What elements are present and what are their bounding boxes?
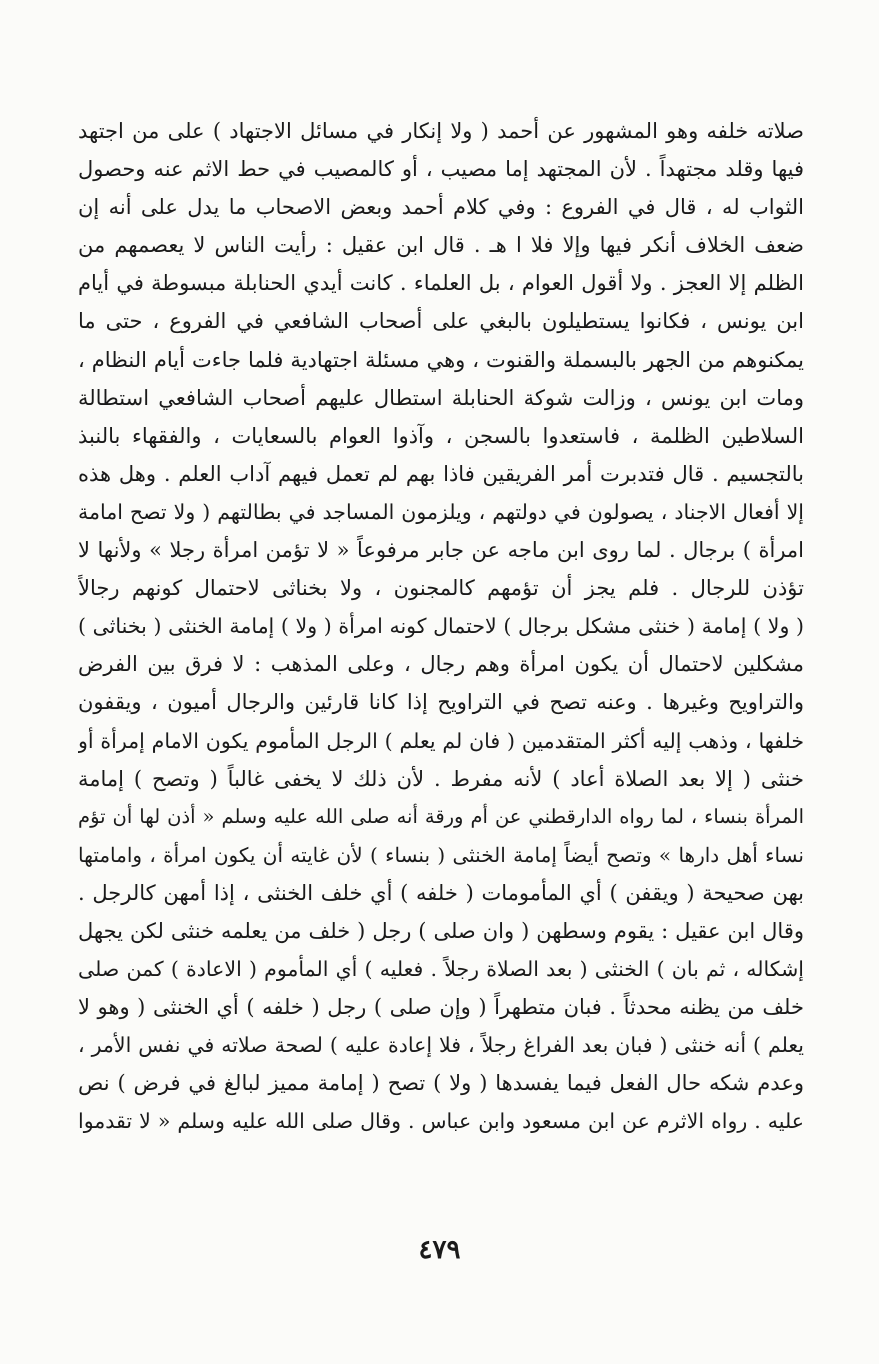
text-line: السلاطين الظلمة ، فاستعدوا بالسجن ، وآذوا العوام بالسعايات ، والفقهاء بالنبذ xyxy=(78,423,804,448)
text-line: ومات ابن يونس ، وزالت شوكة الحنابلة استطال عليهم أصحاب الشافعي استطالة xyxy=(78,385,804,410)
text-line: إشكاله ، ثم بان ) الخنثى ( بعد الصلاة رجلاً . فعليه ) أي المأموم ( الاعادة ) كمن صلى xyxy=(78,957,804,982)
text-line: خلفها ، وذهب إليه أكثر المتقدمين ( فان لم يعلم ) الرجل المأموم يكون الامام إمرأة أو xyxy=(78,728,804,753)
text-line: وقال ابن عقيل : يقوم وسطهن ( وان صلى ) رجل ( خلف من يعلمه خنثى لكن يجهل xyxy=(78,918,804,943)
text-line: نساء أهل دارها » وتصح أيضاً إمامة الخنثى ( بنساء ) لأن غايته أن يكون امرأة ، وامامتها xyxy=(78,842,804,867)
page-number: ٤٧٩ xyxy=(418,1235,461,1265)
text-line: الظلم إلا العجز . ولا أقول العوام ، بل العلماء . كانت أيدي الحنابلة مبسوطة في أيام xyxy=(78,271,804,296)
text-line: يعلم ) أنه خنثى ( فبان بعد الفراغ رجلاً ، فلا إعادة عليه ) لصحة صلاته في نفس الأمر ، xyxy=(78,1033,804,1058)
text-line: عليه . رواه الاثرم عن ابن مسعود وابن عباس . وقال صلى الله عليه وسلم « لا تقدموا xyxy=(78,1109,804,1134)
text-line: إلا أفعال الاجناد ، يصولون في دولتهم ، ويلزمون المساجد في بطالتهم ( ولا تصح امامة xyxy=(78,499,804,524)
text-line: والتراويح وغيرها . وعنه تصح في التراويح إذا كانا قارئين والرجال أميون ، ويقفون xyxy=(78,690,804,715)
text-line: ( ولا ) إمامة ( خنثى مشكل برجال ) لاحتمال كونه امرأة ( ولا ) إمامة الخنثى ( بخناثى ) xyxy=(78,614,804,639)
text-line: يمكنوهم من الجهر بالبسملة والقنوت ، وهي مسئلة اجتهادية فلما جاءت أيام النظام ، xyxy=(78,347,804,372)
text-line: صلاته خلفه وهو المشهور عن أحمد ( ولا إنكار في مسائل الاجتهاد ) على من اجتهد xyxy=(78,119,804,143)
text-line: ضعف الخلاف أنكر فيها وإلا فلا ا هـ . قال ابن عقيل : رأيت الناس لا يعصمهم من xyxy=(78,233,804,258)
text-line: خنثى ( إلا بعد الصلاة أعاد ) لأنه مفرط . لأن ذلك لا يخفى غالباً ( وتصح ) إمامة xyxy=(78,766,804,791)
text-line: خلف من يظنه محدثاً . فبان متطهراً ( وإن صلى ) رجل ( خلفه ) أي الخنثى ( وهو لا xyxy=(78,995,804,1020)
text-line: ابن يونس ، فكانوا يستطيلون بالبغي على أصحاب الشافعي في الفروع ، حتى ما xyxy=(78,309,804,334)
text-line: وعدم شكه حال الفعل فيما يفسدها ( ولا ) تصح ( إمامة مميز لبالغ في فرض ) نص xyxy=(78,1071,804,1096)
text-line: فيها وقلد مجتهداً . لأن المجتهد إما مصيب ، أو كالمصيب في حط الاثم عنه وحصول xyxy=(78,157,804,182)
page-body-text xyxy=(78,112,804,1141)
text-line: بالتجسيم . قال فتدبرت أمر الفريقين فاذا بهم لم تعمل فيهم آداب العلم . وهل هذه xyxy=(78,461,804,486)
text-line: بهن صحيحة ( ويقفن ) أي المأمومات ( خلفه ) أي خلف الخنثى ، إذا أمهن كالرجل . xyxy=(78,880,804,905)
text-line: امرأة ) برجال . لما روى ابن ماجه عن جابر مرفوعاً « لا تؤمن امرأة رجلا » ولأنها لا xyxy=(78,538,804,563)
text-line: تؤذن للرجال . فلم يجز أن تؤمهم كالمجنون ، ولا بخناثى لاحتمال كونهم رجالاً xyxy=(78,576,804,601)
text-line: مشكلين لاحتمال أن يكون امرأة وهم رجال ، وعلى المذهب : لا فرق بين الفرض xyxy=(78,652,804,677)
text-line: المرأة بنساء ، لما رواه الدارقطني عن أم ورقة أنه صلى الله عليه وسلم « أذن لها أن تؤم xyxy=(78,804,804,828)
text-line: الثواب له ، قال في الفروع : وفي كلام أحمد وبعض الاصحاب ما يدل على أنه إن xyxy=(78,195,804,220)
